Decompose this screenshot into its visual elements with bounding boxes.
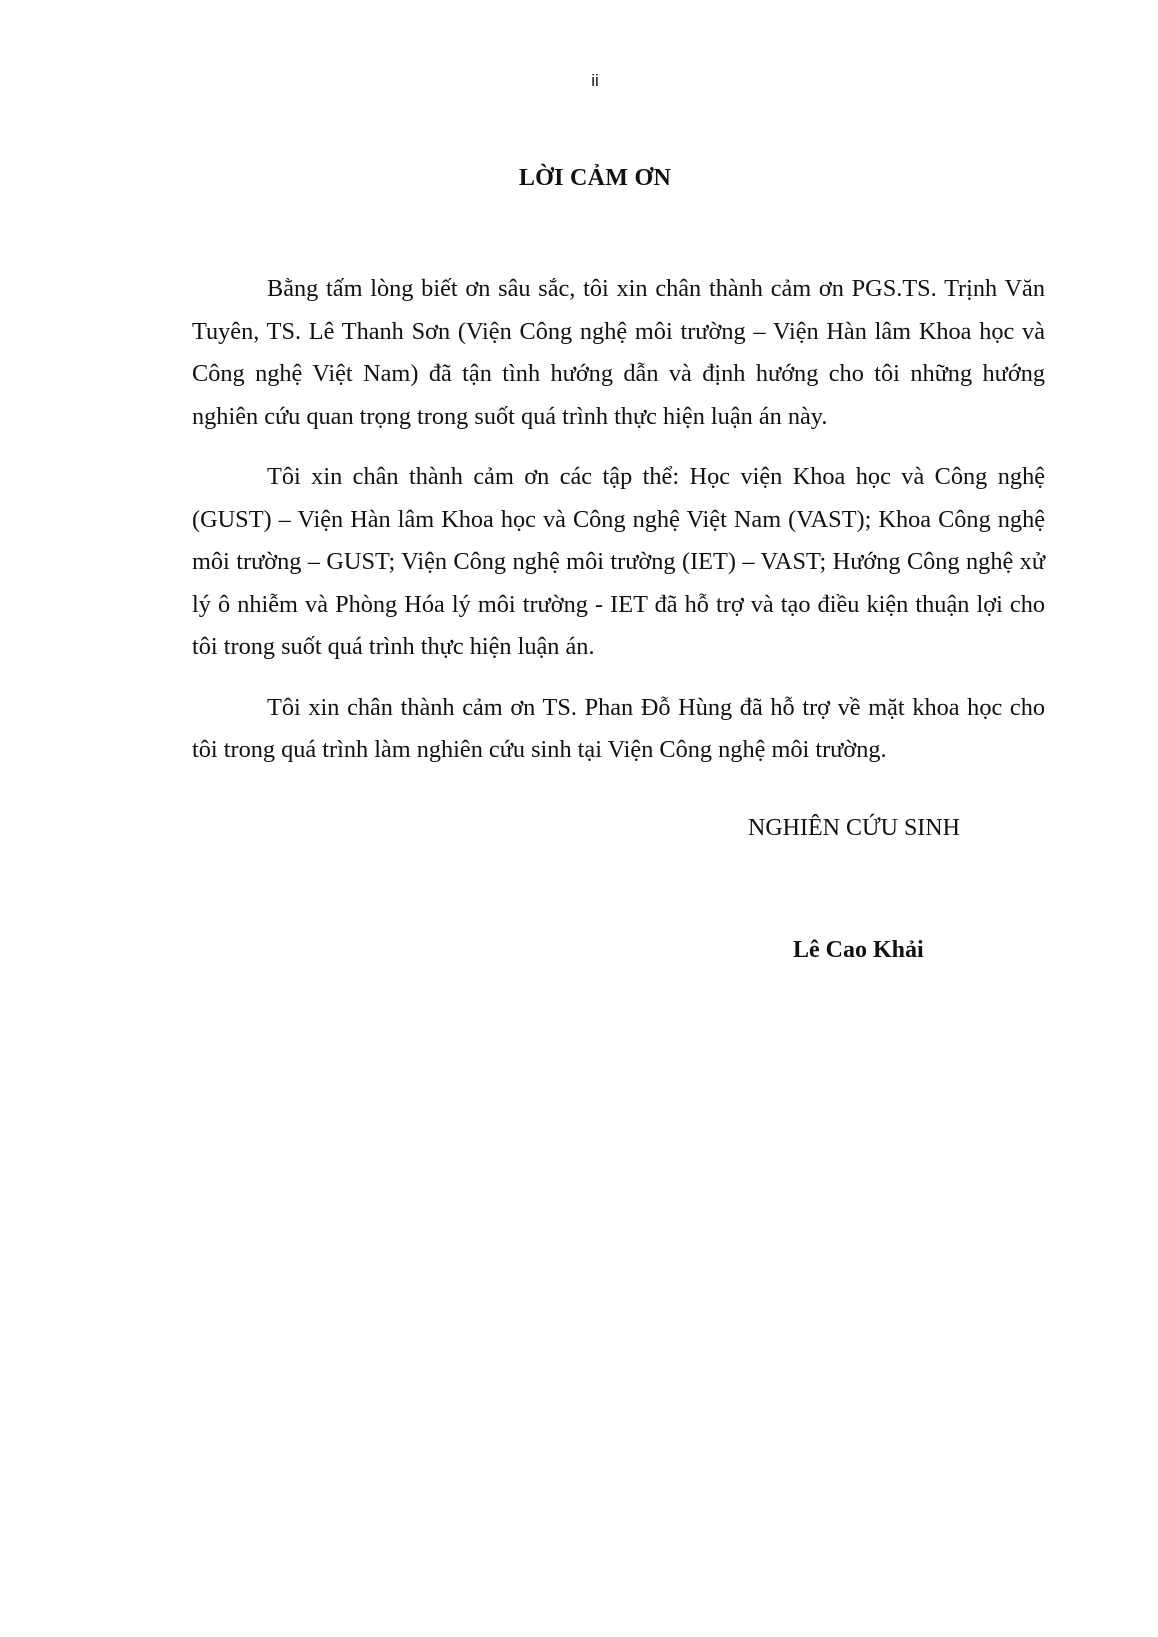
page-number: ii bbox=[591, 71, 599, 90]
paragraph-1: Bằng tấm lòng biết ơn sâu sắc, tôi xin chân thành cảm ơn PGS.TS. Trịnh Văn Tuyên, TS. Lê Thanh Sơn (Viện Công nghệ môi trường – Viện Hàn lâm Khoa học và Công nghệ Việt Nam) đã tận tình hướng dẫn và định hướng cho tôi những hướng nghiên cứu quan trọng trong suốt quá trình thực hiện luận án này. bbox=[192, 275, 1045, 430]
paragraph-3: Tôi xin chân thành cảm ơn TS. Phan Đỗ Hùng đã hỗ trợ về mặt khoa học cho tôi trong quá trình làm nghiên cứu sinh tại Viện Công nghệ môi trường. bbox=[192, 693, 1045, 763]
acknowledgement-body bbox=[192, 268, 1045, 790]
page-title: LỜI CẢM ƠN bbox=[518, 165, 672, 191]
signature-role: NGHIÊN CỨU SINH bbox=[748, 815, 960, 841]
paragraph-2: Tôi xin chân thành cảm ơn các tập thể: Học viện Khoa học và Công nghệ (GUST) – Viện Hàn lâm Khoa học và Công nghệ Việt Nam (VAST); Khoa Công nghệ môi trường – GUST; Viện Công nghệ môi trường (IET) – VAST; Hướng Công nghệ xử lý ô nhiễm và Phòng Hóa lý môi trường - IET đã hỗ trợ và tạo điều kiện thuận lợi cho tôi trong suốt quá trình thực hiện luận án. bbox=[192, 463, 1045, 660]
signature-name: Lê Cao Khải bbox=[793, 937, 924, 963]
